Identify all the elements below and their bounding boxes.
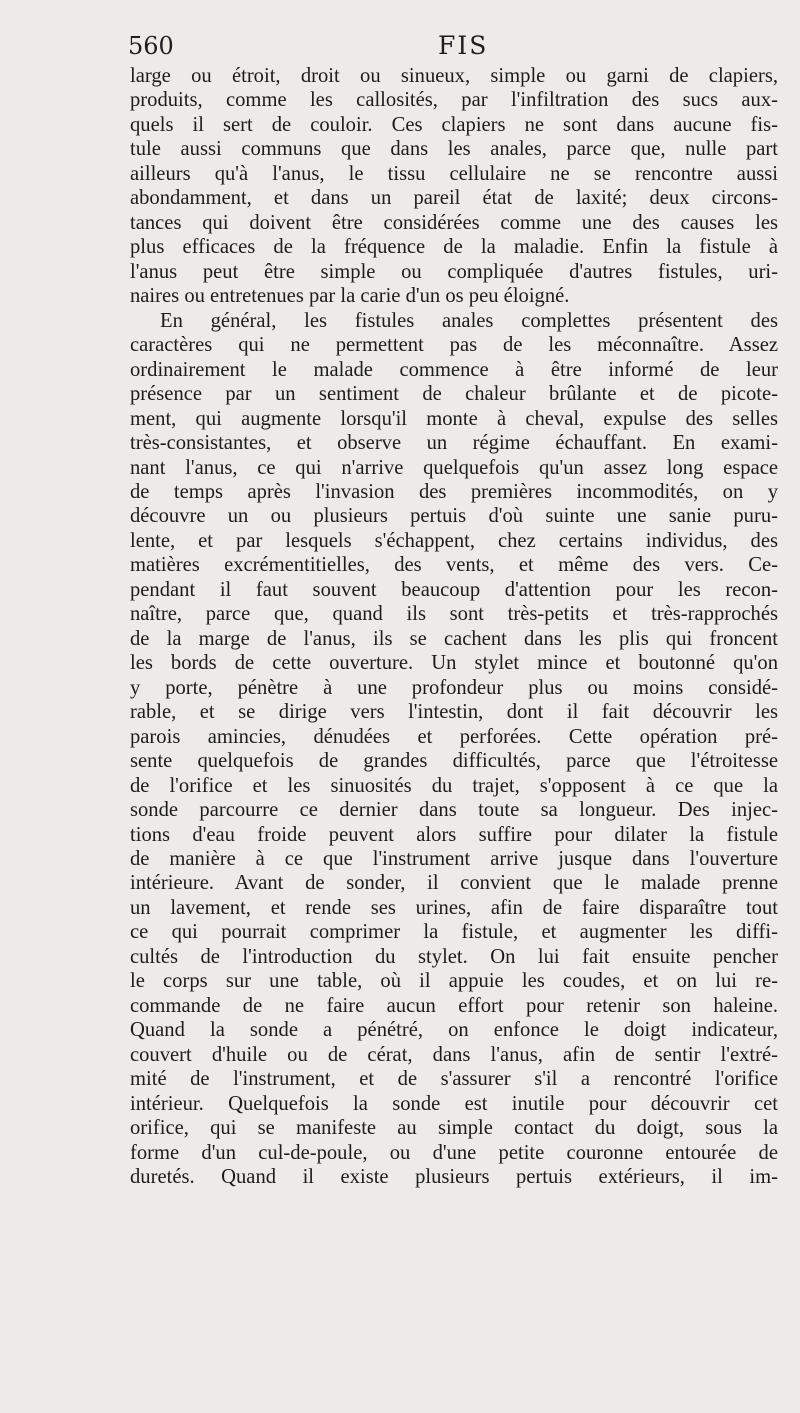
text-line: nant l'anus, ce qui n'arrive quelquefois qu'un assez long espace	[130, 456, 778, 479]
text-line: produits, comme les callosités, par l'infiltration des sucs aux-	[130, 89, 778, 112]
text-line: Quand la sonde a pénétré, on enfonce le doigt indicateur,	[130, 1019, 778, 1042]
text-line: lente, et par lesquels s'échappent, chez certains individus, des	[130, 529, 778, 552]
text-line: cultés de l'introduction du stylet. On lui fait ensuite pencher	[130, 945, 778, 968]
text-line: rable, et se dirige vers l'intestin, dont il fait découvrir les	[130, 701, 778, 724]
text-line: orifice, qui se manifeste au simple contact du doigt, sous la	[130, 1117, 778, 1140]
running-head: FIS	[438, 31, 489, 60]
text-line: de manière à ce que l'instrument arrive jusque dans l'ouverture	[130, 848, 778, 870]
text-line: quels il sert de couloir. Ces clapiers ne sont dans aucune fis-	[130, 113, 778, 136]
text-line: le corps sur une table, où il appuie les coudes, et on lui re-	[130, 970, 778, 993]
text-line: duretés. Quand il existe plusieurs pertuis extérieurs, il im-	[130, 1166, 778, 1189]
text-line: matières excrémentitielles, des vents, et même des vers. Ce-	[130, 554, 778, 577]
text-line: plus efficaces de la fréquence de la maladie. Enfin la fistule à	[130, 236, 778, 259]
text-line: tions d'eau froide peuvent alors suffire pour dilater la fistule	[130, 823, 778, 846]
text-line: de temps après l'invasion des premières incommodités, on y	[130, 480, 778, 503]
text-line: un lavement, et rende ses urines, afin de faire disparaître tout	[130, 896, 778, 919]
text-line: intérieure. Avant de sonder, il convient que le malade prenne	[130, 872, 778, 895]
text-line: caractères qui ne permettent pas de les méconnaître. Assez	[130, 334, 778, 357]
text-line: naître, parce que, quand ils sont très-petits et très-rapprochés	[130, 603, 778, 626]
text-line: forme d'un cul-de-poule, ou d'une petite couronne entourée de	[130, 1141, 778, 1164]
text-line: découvre un ou plusieurs pertuis d'où suinte une sanie puru-	[130, 505, 778, 528]
text-line: pendant il faut souvent beaucoup d'attention pour les recon-	[130, 578, 778, 601]
text-line: ce qui pourrait comprimer la fistule, et augmenter les diffi-	[130, 921, 778, 944]
page-number: 560	[128, 32, 174, 60]
body-text	[130, 64, 778, 1190]
text-line: couvert d'huile ou de cérat, dans l'anus, afin de sentir l'extré-	[130, 1043, 778, 1066]
text-line: abondamment, et dans un pareil état de laxité; deux circons-	[130, 187, 778, 210]
text-line: de la marge de l'anus, ils se cachent dans les plis qui froncent	[130, 627, 778, 650]
text-line: l'anus peut être simple ou compliquée d'autres fistules, uri-	[130, 260, 778, 283]
text-line: ordinairement le malade commence à être informé de leur	[130, 358, 778, 381]
text-line: tances qui doivent être considérées comme une des causes les	[130, 211, 778, 234]
text-line: large ou étroit, droit ou sinueux, simple ou garni de clapiers,	[130, 65, 778, 87]
text-line: tule aussi communs que dans les anales, parce que, nulle part	[130, 138, 778, 161]
text-line: En général, les fistules anales complettes présentent des	[160, 309, 778, 332]
text-line: sonde parcourre ce dernier dans toute sa longueur. Des injec-	[130, 799, 778, 822]
text-line: très-consistantes, et observe un régime échauffant. En exami-	[130, 432, 778, 455]
text-line: présence par un sentiment de chaleur brûlante et de picote-	[130, 383, 778, 406]
text-line: parois amincies, dénudées et perforées. Cette opération pré-	[130, 725, 778, 748]
text-line: les bords de cette ouverture. Un stylet mince et boutonné qu'on	[130, 652, 778, 675]
page-header	[128, 30, 780, 62]
text-line: mité de l'instrument, et de s'assurer s'il a rencontré l'orifice	[130, 1068, 778, 1091]
text-line: ment, qui augmente lorsqu'il monte à cheval, expulse des selles	[130, 407, 778, 430]
text-line: naires ou entretenues par la carie d'un os peu éloigné.	[130, 285, 570, 308]
text-line: y porte, pénètre à une profondeur plus ou moins considé-	[130, 676, 778, 699]
text-line: commande de ne faire aucun effort pour retenir son haleine.	[130, 994, 778, 1017]
text-line: sente quelquefois de grandes difficultés, parce que l'étroitesse	[130, 750, 778, 773]
text-line: de l'orifice et les sinuosités du trajet, s'opposent à ce que la	[130, 774, 778, 797]
text-line: ailleurs qu'à l'anus, le tissu cellulaire ne se rencontre aussi	[130, 162, 778, 185]
text-line: intérieur. Quelquefois la sonde est inutile pour découvrir cet	[130, 1092, 778, 1115]
